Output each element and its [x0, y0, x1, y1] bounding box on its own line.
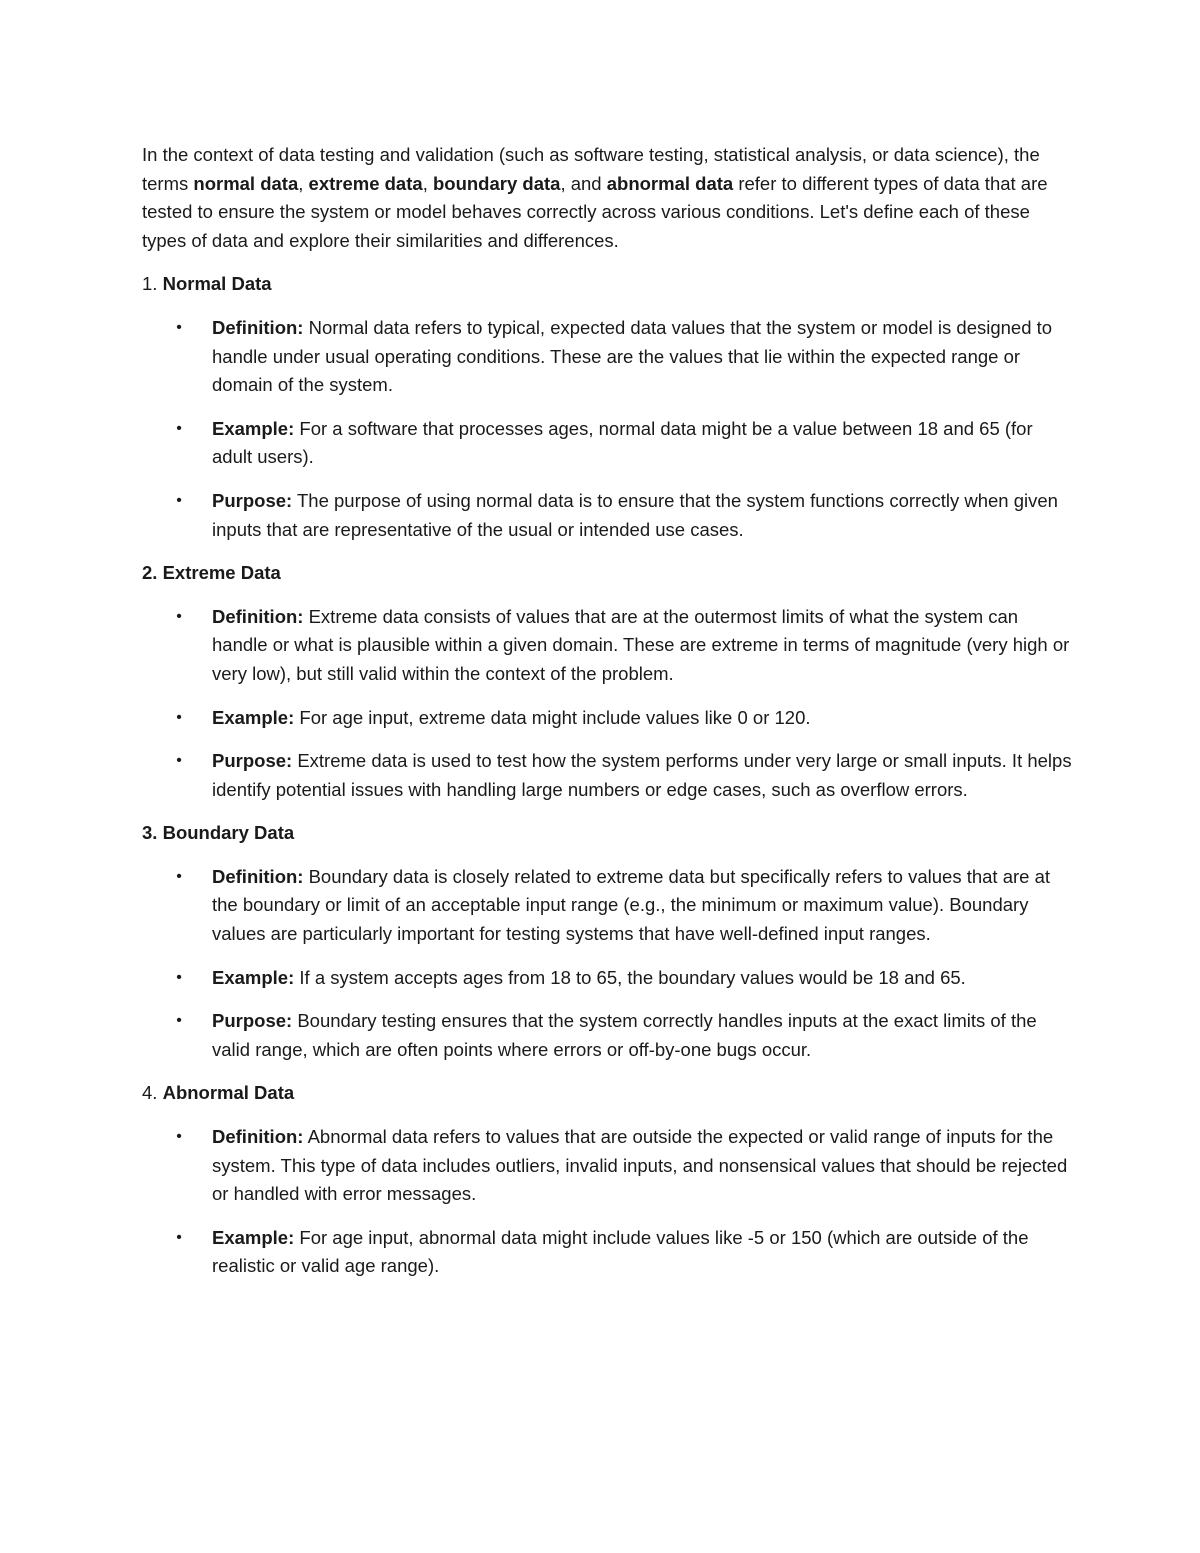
section-boundary-data — [142, 819, 1072, 1064]
item-text: Boundary testing ensures that the system correctly handles inputs at the exact limits of the valid range, which are often points where errors or off-by-one bugs occur. — [212, 1010, 1037, 1060]
document-page — [142, 141, 1072, 1296]
bullet-icon: • — [176, 968, 182, 986]
intro-text-2: , — [298, 172, 309, 194]
bullet-icon: • — [176, 491, 182, 509]
section-title: Extreme Data — [162, 562, 281, 584]
section-title: Abnormal Data — [162, 1082, 295, 1104]
item-text: Abnormal data refers to values that are outside the expected or valid range of inputs for the system. This type of data includes outliers, invalid inputs, and nonsensical values that should be rejected or handled with error messages. — [212, 1126, 1068, 1205]
bullet-icon: • — [176, 867, 182, 885]
item-text: For a software that processes ages, normal data might be a value between 18 and 65 (for adult users). — [212, 417, 1033, 468]
list-item — [142, 1007, 1072, 1064]
section-number: 1. — [142, 273, 158, 295]
item-text: Boundary data is closely related to extreme data but specifically refers to values that are at the boundary or limit of an acceptable input range (e.g., the minimum or maximum value). Boundary values are particularly important for testing systems that have well-defined input ranges. — [212, 865, 1051, 945]
list-item — [142, 487, 1072, 544]
item-text: If a system accepts ages from 18 to 65, the boundary values would be 18 and 65. — [294, 966, 966, 988]
item-text: Extreme data is used to test how the system performs under very large or small inputs. It helps identify potential issues with handling large numbers or edge cases, such as overflow errors. — [212, 750, 1072, 800]
bullet-icon: • — [176, 419, 182, 437]
section-number: 2. — [142, 562, 158, 584]
bullet-icon: • — [176, 1012, 182, 1030]
section-title: Normal Data — [162, 273, 272, 295]
intro-text-3: , — [422, 172, 433, 194]
intro-text-4: , and — [560, 172, 607, 194]
list-item — [142, 704, 1072, 733]
bullet-icon: • — [176, 318, 182, 336]
bullet-icon: • — [176, 752, 182, 770]
item-term: Definition: — [212, 1126, 304, 1148]
term-abnormal-data: abnormal data — [606, 172, 734, 194]
list-item — [142, 1123, 1072, 1209]
intro-text-1: In the context of data testing and validation (such as software testing, statistical analysis, or data science), the terms — [142, 144, 1040, 194]
term-extreme-data: extreme data — [308, 172, 423, 194]
item-text: Extreme data consists of values that are at the outermost limits of what the system can handle or what is plausible within a given domain. These are extreme in terms of magnitude (very high or very low), but still valid within the context of the problem. — [212, 605, 1070, 684]
section-number: 3. — [142, 822, 158, 844]
item-text: For age input, abnormal data might include values like -5 or 150 (which are outside of the realistic or valid age range). — [212, 1226, 1029, 1277]
list-item — [142, 747, 1072, 804]
list-item — [142, 314, 1072, 400]
item-text: The purpose of using normal data is to ensure that the system functions correctly when given inputs that are representative of the usual or intended use cases. — [212, 489, 1058, 540]
item-term: Example: — [212, 417, 295, 439]
section-extreme-data — [142, 559, 1072, 804]
section-heading — [142, 1079, 1072, 1108]
intro-paragraph — [142, 141, 1072, 255]
bullet-icon: • — [176, 1228, 182, 1246]
section-abnormal-data — [142, 1079, 1072, 1281]
item-term: Definition: — [212, 316, 304, 338]
intro-text-5: refer to different types of data that are tested to ensure the system or model behaves correctly across various conditions. Let's define each of these types of data and explore their similarities and differences. — [142, 172, 1048, 251]
term-boundary-data: boundary data — [432, 172, 561, 194]
section-title: Boundary Data — [162, 822, 295, 844]
section-heading — [142, 270, 1072, 299]
item-term: Example: — [212, 1226, 295, 1248]
item-term: Example: — [212, 706, 295, 728]
bullet-list — [142, 863, 1072, 1065]
bullet-icon: • — [176, 607, 182, 625]
section-normal-data — [142, 270, 1072, 544]
term-normal-data: normal data — [193, 172, 299, 194]
item-term: Definition: — [212, 605, 304, 627]
section-number: 4. — [142, 1082, 158, 1104]
list-item — [142, 964, 1072, 993]
list-item — [142, 1224, 1072, 1281]
list-item — [142, 415, 1072, 472]
list-item — [142, 603, 1072, 689]
item-text: For age input, extreme data might include values like 0 or 120. — [294, 706, 811, 728]
item-text: Normal data refers to typical, expected data values that the system or model is designed to handle under usual operating conditions. These are the values that lie within the expected range or domain of the system. — [212, 316, 1053, 396]
bullet-icon: • — [176, 708, 182, 726]
bullet-list — [142, 1123, 1072, 1281]
item-term: Example: — [212, 966, 295, 988]
list-item — [142, 863, 1072, 949]
item-term: Purpose: — [212, 750, 293, 772]
bullet-list — [142, 603, 1072, 805]
item-term: Purpose: — [212, 489, 293, 511]
section-heading — [142, 819, 1072, 848]
item-term: Purpose: — [212, 1010, 293, 1032]
bullet-icon: • — [176, 1128, 182, 1146]
section-heading — [142, 559, 1072, 588]
bullet-list — [142, 314, 1072, 544]
item-term: Definition: — [212, 865, 304, 887]
